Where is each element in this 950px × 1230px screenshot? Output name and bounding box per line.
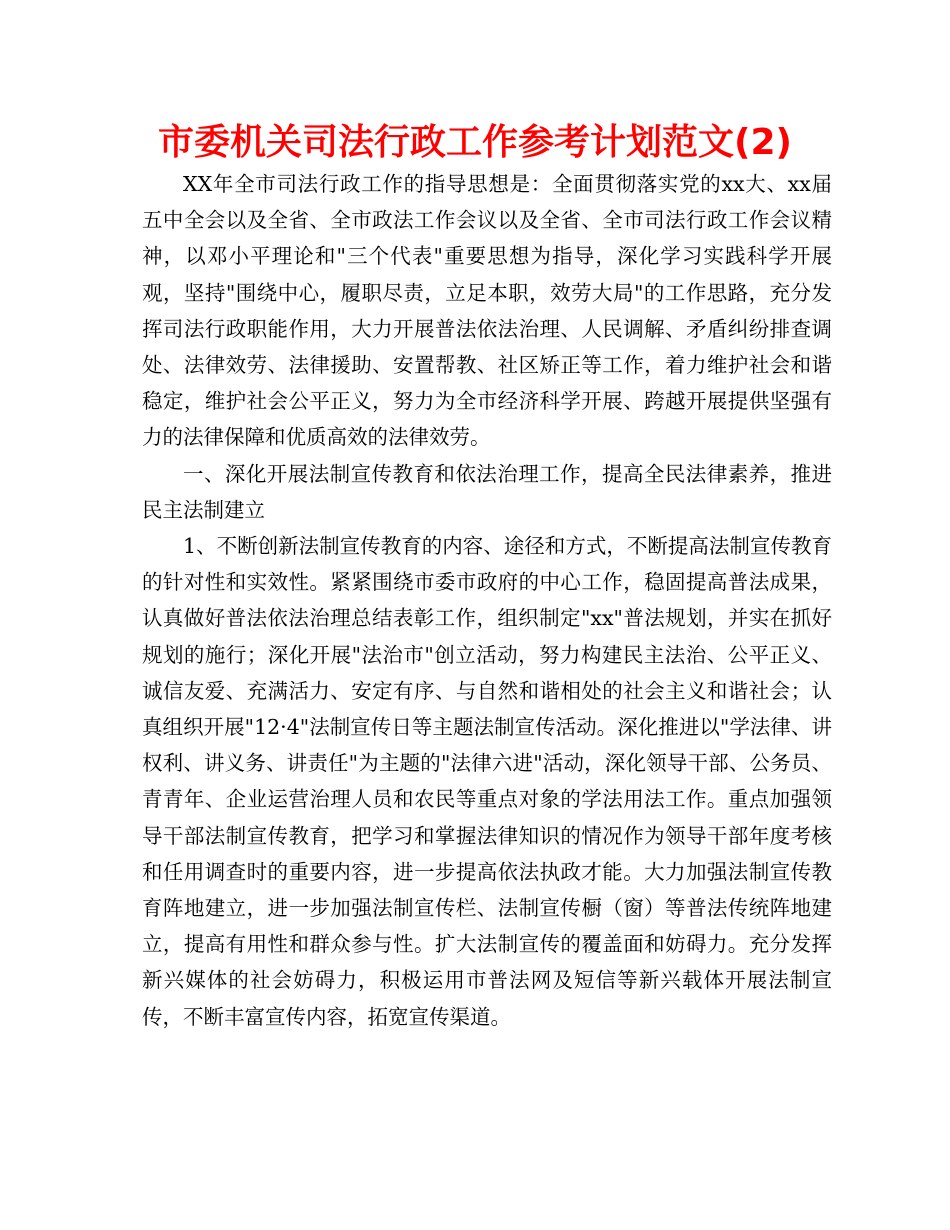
document-body [142, 166, 832, 1035]
paragraph-item-1: 1、不断创新法制宣传教育的内容、途径和方式，不断提高法制宣传教育的针对性和实效性。紧紧围绕市委市政府的中心工作，稳固提高普法成果，认真做好普法依法治理总结表彰工作，组织制定"xx"普法规划，并实在抓好规划的施行；深化开展"法治市"创立活动，努力构建民主法治、公平正义、诚信友爱、充满活力、安定有序、与自然和谐相处的社会主义和谐社会；认真组织开展"12·4"法制宣传日等主题法制宣传活动。深化推进以"学法律、讲权利、讲义务、讲责任"为主题的"法律六进"活动，深化领导干部、公务员、青青年、企业运营治理人员和农民等重点对象的学法用法工作。重点加强领导干部法制宣传教育，把学习和掌握法律知识的情况作为领导干部年度考核和任用调查时的重要内容，进一步提高依法执政才能。大力加强法制宣传教育阵地建立，进一步加强法制宣传栏、法制宣传橱（窗）等普法传统阵地建立，提高有用性和群众参与性。扩大法制宣传的覆盖面和妨碍力。充分发挥新兴媒体的社会妨碍力，积极运用市普法网及短信等新兴载体开展法制宣传，不断丰富宣传内容，拓宽宣传渠道。 [142, 534, 832, 1029]
paragraph-guiding-ideology: XX年全市司法行政工作的指导思想是：全面贯彻落实党的xx大、xx届五中全会以及全省、全市政法工作会议以及全省、全市司法行政工作会议精神，以邓小平理论和"三个代表"重要思想为指导，深化学习实践科学开展观，坚持"围绕中心，履职尽责，立足本职，效劳大局"的工作思路，充分发挥司法行政职能作用，大力开展普法依法治理、人民调解、矛盾纠纷排查调处、法律效劳、法律援助、安置帮教、社区矫正等工作，着力维护社会和谐稳定，维护社会公平正义，努力为全市经济科学开展、跨越开展提供坚强有力的法律保障和优质高效的法律效劳。 [142, 172, 832, 450]
paragraph-section-heading-1: 一、深化开展法制宣传教育和依法治理工作，提高全民法律素养，推进民主法制建立 [142, 461, 832, 522]
document-title: 市委机关司法行政工作参考计划范文(2) [158, 122, 792, 163]
